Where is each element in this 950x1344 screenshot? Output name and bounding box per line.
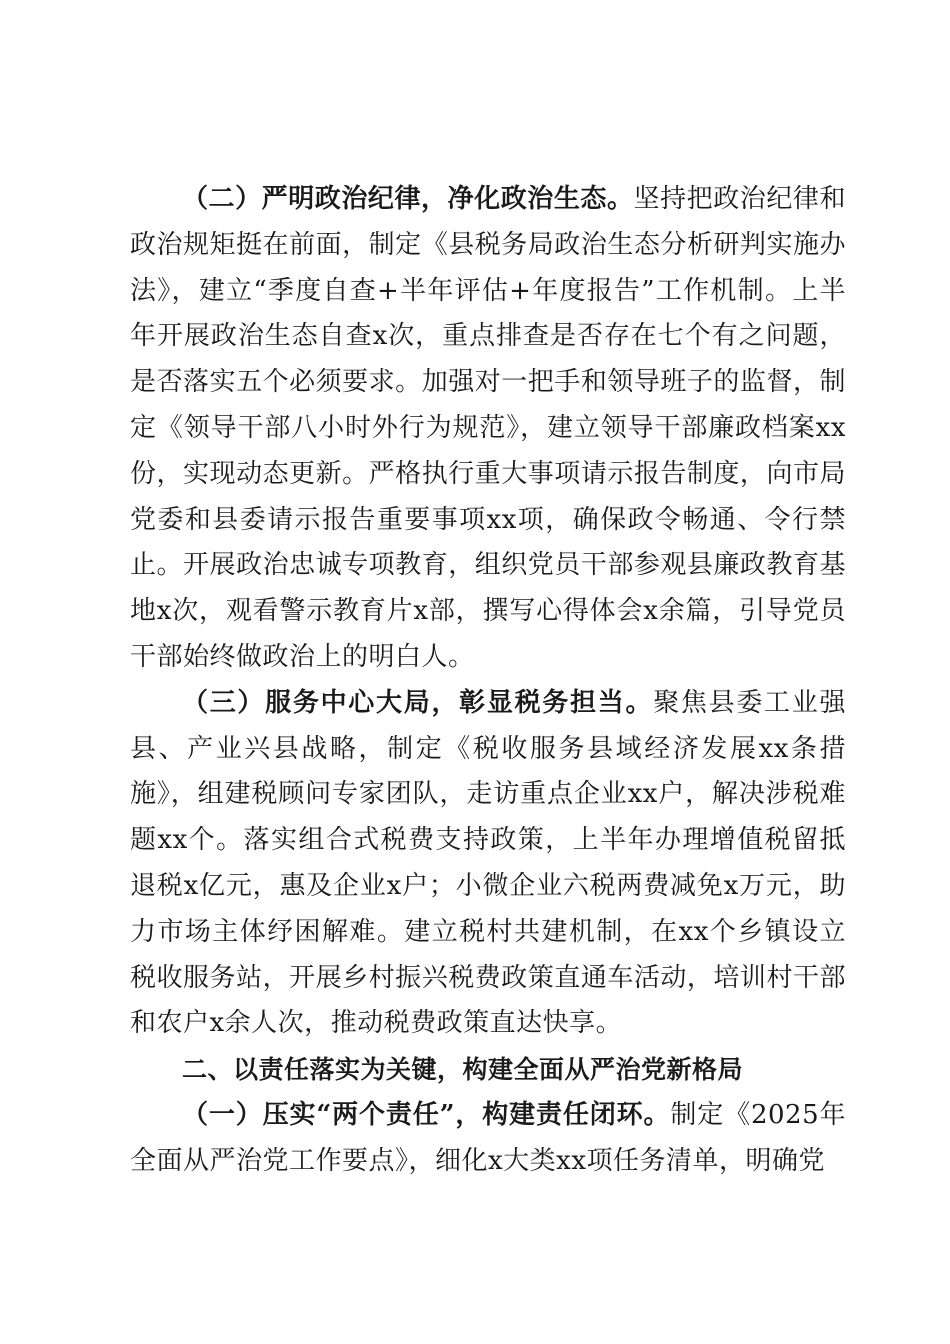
paragraph-heading: （二）严明政治纪律，净化政治生态。 bbox=[182, 184, 634, 214]
paragraph-text: 聚焦县委工业强县、产业兴县战略，制定《税收服务县域经济发展xx条措施》，组建税顾问专家团队，走访重点企业xx户，解决涉税难题xx个。落实组合式税费支持政策，上半年办理增值税留抵退税x亿元，惠及企业x户；小微企业六税两费减免x万元，助力市场主体纾困解难。建立税村共建机制，在xx个乡镇设立税收服务站，开展乡村振兴税费政策直通车活动，培训村干部和农户x余人次，推动税费政策直达快享。 bbox=[130, 687, 846, 1039]
paragraph-text: 制定《2025年全面从严治党工作要点》，细化x大类xx项任务清单，明确党 bbox=[130, 1099, 846, 1176]
paragraph-serve-overall bbox=[130, 681, 846, 1047]
paragraph-text: 坚持把政治纪律和政治规矩挺在前面，制定《县税务局政治生态分析研判实施办法》，建立“季度自查+半年评估+年度报告”工作机制。上半年开展政治生态自查x次，重点排查是否存在七个有之问题，是否落实五个必须要求。加强对一把手和领导班子的监督，制定《领导干部八小时外行为规范》，建立领导干部廉政档案xx份，实现动态更新。严格执行重大事项请示报告制度，向市局党委和县委请示报告重要事项xx项，确保政令畅通、令行禁止。开展政治忠诚专项教育，组织党员干部参观县廉政教育基地x次，观看警示教育片x部，撰写心得体会x余篇，引导党员干部始终做政治上的明白人。 bbox=[130, 184, 846, 672]
paragraph-political-discipline bbox=[130, 177, 846, 681]
paragraph-heading: （一）压实“两个责任”，构建责任闭环。 bbox=[182, 1099, 671, 1130]
section-title: 二、以责任落实为关键，构建全面从严治党新格局 bbox=[182, 1055, 744, 1085]
document-body bbox=[130, 177, 846, 1185]
paragraph-two-responsibilities bbox=[130, 1093, 846, 1185]
paragraph-heading: （三）服务中心大局，彰显税务担当。 bbox=[182, 687, 654, 718]
